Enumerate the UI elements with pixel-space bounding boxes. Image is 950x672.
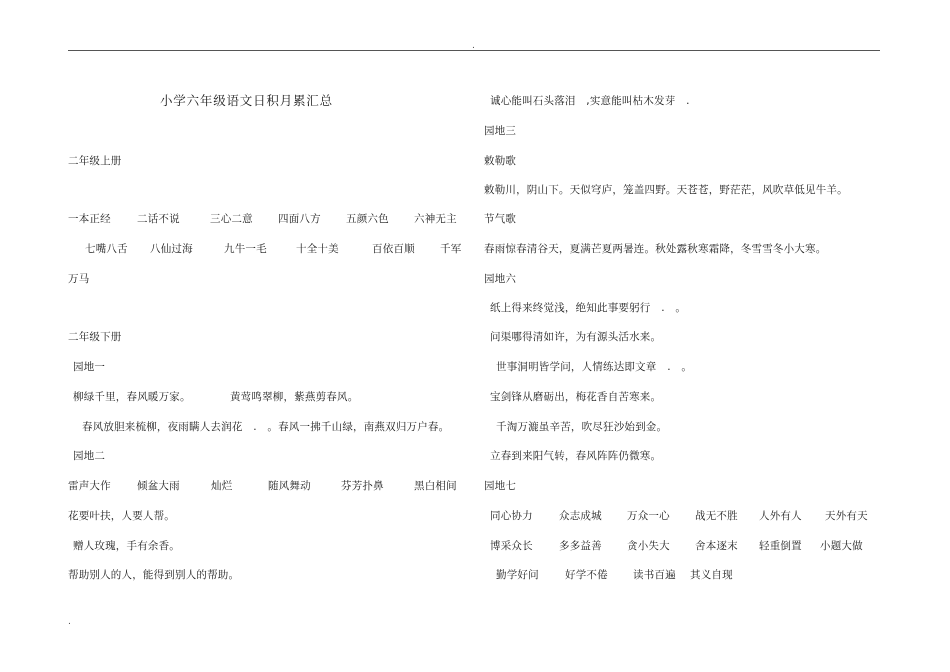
section-garden-7: 园地七 — [484, 480, 517, 492]
idiom: 三心二意 — [210, 213, 253, 225]
verse-line: 黄莺鸣翠柳，紫燕剪春风。 — [230, 391, 359, 403]
verse-line: 柳绿千里，春风暖万家。 — [73, 391, 191, 403]
verse-line: 千淘万漉虽辛苦，吹尽狂沙始到金。 — [496, 421, 668, 433]
idiom: 多多益善 — [559, 540, 602, 552]
word: 灿烂 — [211, 480, 233, 492]
idiom-continuation: 万马 — [68, 273, 90, 285]
section-garden-1: 园地一 — [73, 361, 106, 373]
idiom: 人外有人 — [759, 510, 802, 522]
idiom: 万众一心 — [627, 510, 670, 522]
idiom: 六神无主 — [414, 213, 457, 225]
verse-line: 赠人玫瑰，手有余香。 — [73, 540, 180, 552]
section-garden-6: 园地六 — [484, 273, 517, 285]
idiom: 五颜六色 — [346, 213, 389, 225]
poem-text: 春雨惊春清谷天，夏满芒夏两暑连。秋处露秋寒霜降，冬雪雪冬小大寒。 — [484, 243, 827, 255]
idiom: 贪小失大 — [627, 540, 670, 552]
verse-line: 宝剑锋从磨砺出，梅花香自苦寒来。 — [490, 391, 662, 403]
word: 芬芳扑鼻 — [341, 480, 384, 492]
verse-line: 诚心能叫石头落泪 ,实意能叫枯木发芽 . — [490, 95, 690, 107]
idiom: 同心协力 — [490, 510, 533, 522]
idiom: 千军 — [440, 243, 462, 255]
word: 倾盆大雨 — [137, 480, 180, 492]
idiom: 四面八方 — [278, 213, 321, 225]
verse-line: 立春到来阳气转，春风阵阵仍微寒。 — [490, 450, 662, 462]
idiom: 天外有天 — [825, 510, 868, 522]
verse-line: 花要叶扶，人要人帮。 — [68, 510, 175, 522]
idiom: 七嘴八舌 — [85, 243, 128, 255]
footer-dot: . — [68, 617, 71, 627]
verse-line: 问渠哪得清如许，为有源头活水来。 — [490, 331, 662, 343]
section-garden-2: 园地二 — [73, 450, 106, 462]
idiom: 一本正经 — [68, 213, 111, 225]
idiom: 八仙过海 — [150, 243, 193, 255]
idiom: 二话不说 — [137, 213, 180, 225]
word: 随风舞动 — [268, 480, 311, 492]
verse-line: 春风放胆来梳柳，夜雨瞒人去润花 . 。春风一拂千山绿，南燕双归万户春。 — [82, 421, 450, 433]
section-grade2-lower: 二年级下册 — [68, 331, 122, 343]
poem-title: 节气歌 — [484, 213, 517, 225]
idiom: 众志成城 — [559, 510, 602, 522]
idiom: 轻重倒置 — [759, 540, 802, 552]
word: 雷声大作 — [68, 480, 111, 492]
header-dot: . — [472, 41, 475, 51]
idiom: 小题大做 — [820, 540, 863, 552]
page-title: 小学六年级语文日积月累汇总 — [160, 93, 333, 108]
verse-line: 纸上得来终觉浅，绝知此事要躬行 . 。 — [490, 302, 687, 314]
idiom: 勤学好问 — [496, 569, 539, 581]
idiom: 读书百遍 — [633, 569, 676, 581]
idiom: 舍本逐末 — [695, 540, 738, 552]
poem-text: 敕勒川，阴山下。天似穹庐，笼盖四野。天苍苍，野茫茫，风吹草低见牛羊。 — [484, 184, 848, 196]
section-grade2-upper: 二年级上册 — [68, 155, 122, 167]
idiom: 其义自现 — [690, 569, 733, 581]
section-garden-3: 园地三 — [484, 125, 517, 137]
idiom: 博采众长 — [490, 540, 533, 552]
idiom: 好学不倦 — [565, 569, 608, 581]
idiom: 百依百顺 — [372, 243, 415, 255]
verse-line: 帮助别人的人，能得到别人的帮助。 — [68, 569, 240, 581]
verse-line: 世事洞明皆学问，人情练达即文章 . 。 — [496, 361, 693, 373]
idiom: 战无不胜 — [695, 510, 738, 522]
poem-title: 敕勒歌 — [484, 155, 517, 167]
idiom: 十全十美 — [296, 243, 339, 255]
word: 黑白相间 — [414, 480, 457, 492]
idiom: 九牛一毛 — [224, 243, 267, 255]
